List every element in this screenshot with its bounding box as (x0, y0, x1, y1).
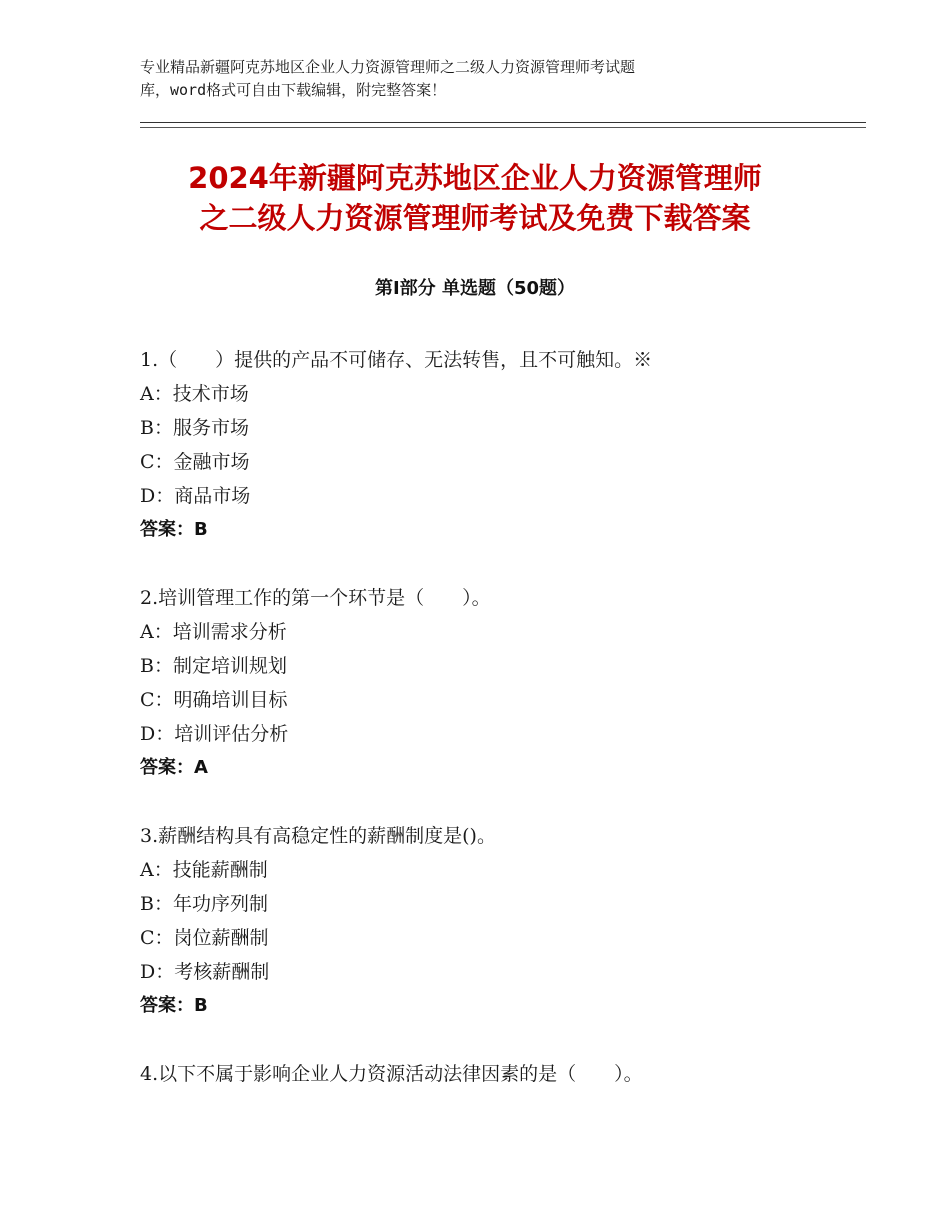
option-d: D：商品市场 (140, 485, 251, 507)
option-b: B：制定培训规划 (140, 655, 287, 677)
header-note (140, 56, 780, 102)
document-title (100, 158, 850, 238)
answer: 答案：B (140, 519, 208, 540)
header-divider-thin (140, 127, 866, 128)
header-note-line-2: 库，word格式可自由下载编辑，附完整答案！ (140, 81, 447, 99)
question-1 (140, 343, 860, 547)
section-title: 第Ⅰ部分 单选题（50题） (374, 278, 575, 299)
question-text: 4.以下不属于影响企业人力资源活动法律因素的是（ ）。 (140, 1063, 643, 1085)
question-list (140, 343, 860, 1125)
option-a: A：技能薪酬制 (140, 859, 268, 881)
header-note-line-1: 专业精品新疆阿克苏地区企业人力资源管理师之二级人力资源管理师考试题 (140, 58, 636, 76)
header-divider-thick (140, 122, 866, 123)
option-c: C：明确培训目标 (140, 689, 288, 711)
question-text: 3.薪酬结构具有高稳定性的薪酬制度是()。 (140, 825, 496, 847)
option-c: C：岗位薪酬制 (140, 927, 269, 949)
option-a: A：培训需求分析 (140, 621, 287, 643)
question-4 (140, 1057, 860, 1091)
answer: 答案：B (140, 995, 208, 1016)
option-b: B：服务市场 (140, 417, 249, 439)
option-b: B：年功序列制 (140, 893, 268, 915)
question-3 (140, 819, 860, 1023)
option-c: C：金融市场 (140, 451, 250, 473)
question-2 (140, 581, 860, 785)
question-text: 1.（ ）提供的产品不可储存、无法转售，且不可触知。※ (140, 349, 653, 371)
option-d: D：培训评估分析 (140, 723, 289, 745)
option-a: A：技术市场 (140, 383, 249, 405)
document-title-line-2: 之二级人力资源管理师考试及免费下载答案 (199, 201, 751, 235)
question-text: 2.培训管理工作的第一个环节是（ ）。 (140, 587, 491, 609)
option-d: D：考核薪酬制 (140, 961, 270, 983)
answer: 答案：A (140, 757, 208, 778)
document-title-line-1: 2024年新疆阿克苏地区企业人力资源管理师 (188, 161, 762, 195)
